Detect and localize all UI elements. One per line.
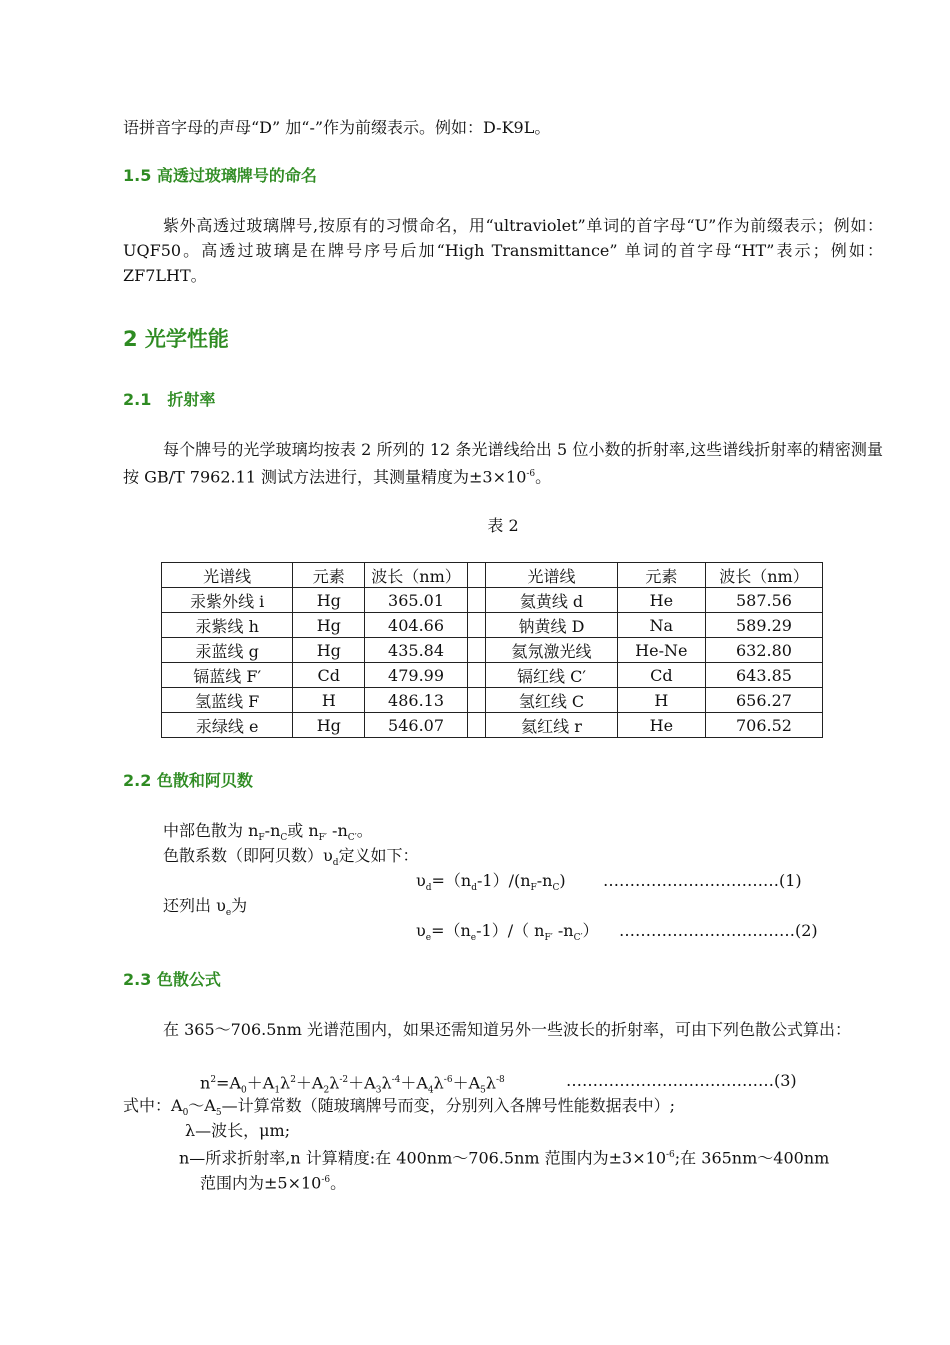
section-2-1-title: 2.1 折射率 — [123, 390, 216, 409]
table-cell: 氢蓝线 F — [162, 688, 293, 713]
section-2-2-title: 2.2 色散和阿贝数 — [123, 771, 253, 790]
table-cell: He — [617, 713, 705, 738]
table-row — [162, 663, 823, 688]
table-cell: Hg — [293, 588, 365, 613]
table-cell: 656.27 — [705, 688, 822, 713]
header-cell: 元素 — [293, 563, 365, 588]
abbe-definition-line: 色散系数（即阿贝数）$\upsilon_d$定义如下： — [163, 846, 419, 869]
table-gap-cell — [467, 563, 485, 588]
intro-line: 语拼音字母的声母“D” 加“-”作为前缀表示。例如：D-K9L。 — [123, 118, 551, 137]
table-cell: Na — [617, 613, 705, 638]
table-cell: 486.13 — [365, 688, 468, 713]
n-precision-line-2: 范围内为$\pm 5\times 10^{-6}$。 — [200, 1173, 347, 1193]
median-dispersion-line: 中部色散为 $n_F-n_C$或 $n_{F'}$ $-n_{C'}$。 — [163, 821, 373, 844]
where-line: 式中：$A_0\sim A_5—$计算常数（随玻璃牌号而变，分别列入各牌号性能数据表中）; — [123, 1096, 675, 1119]
table-cell: He — [617, 588, 705, 613]
table-cell: He-Ne — [617, 638, 705, 663]
header-cell: 元素 — [617, 563, 705, 588]
table-cell: Cd — [617, 663, 705, 688]
table-cell: 706.52 — [705, 713, 822, 738]
table-row — [162, 638, 823, 663]
table-gap-cell — [467, 688, 485, 713]
table-gap-cell — [467, 663, 485, 688]
spectral-lines-table — [161, 562, 823, 738]
table-row — [162, 613, 823, 638]
section-2-1-paragraph: 每个牌号的光学玻璃均按表 2 所列的 12 条光谱线给出 5 位小数的折射率,这些谱线折射率的精密测量按 GB/T 7962.11 测试方法进行，其测量精度为$\pm 3\times 10^{-6}$。 — [123, 440, 883, 487]
table-cell: 汞绿线 e — [162, 713, 293, 738]
section-2-3-paragraph: 在 365～706.5nm 光谱范围内，如果还需知道另外一些波长的折射率，可由下列色散公式算出： — [163, 1020, 851, 1039]
table-cell: 435.84 — [365, 638, 468, 663]
table-cell: 镉蓝线 F′ — [162, 663, 293, 688]
table-cell: 汞蓝线 g — [162, 638, 293, 663]
table-cell: 632.80 — [705, 638, 822, 663]
table-cell: Hg — [293, 713, 365, 738]
table-cell: 365.01 — [365, 588, 468, 613]
table-cell: 氦黄线 d — [486, 588, 617, 613]
table-cell: 氢红线 C — [486, 688, 617, 713]
formula-1: $\upsilon_d=(n_d-1)/(n_F-n_C)$ — [416, 871, 566, 894]
section-1-5-paragraph: 紫外高透过玻璃牌号,按原有的习惯命名，用“ultraviolet”单词的首字母“U”作为前缀表示；例如：UQF50。高透过玻璃是在牌号序号后加“High Transmittance” 单词的首字母“HT”表示；例如：ZF7LHT。 — [123, 216, 883, 285]
table-cell: Hg — [293, 638, 365, 663]
section-2-3-title: 2.3 色散公式 — [123, 970, 221, 989]
table-gap-cell — [467, 588, 485, 613]
section-1-5-title: 1.5 高透过玻璃牌号的命名 — [123, 166, 317, 185]
table-cell: H — [617, 688, 705, 713]
ve-intro-line: 还列出 $\upsilon_e$为 — [163, 896, 248, 919]
table-cell: 404.66 — [365, 613, 468, 638]
table-cell: Cd — [293, 663, 365, 688]
table-gap-cell — [467, 638, 485, 663]
formula-3: $n^2=A_0+A_1\lambda^2+A_2\lambda^{-2}+A_3\lambda^{-4}+A_4\lambda^{-6}+A_5\lambda^{-8}$ — [200, 1073, 505, 1096]
table-cell: 587.56 — [705, 588, 822, 613]
table-cell: 589.29 — [705, 613, 822, 638]
lambda-line: λ—波长，μm; — [185, 1121, 291, 1140]
table-gap-cell — [467, 613, 485, 638]
table-cell: 钠黄线 D — [486, 613, 617, 638]
formula-1-number: ……………………………(1) — [603, 871, 802, 890]
table-gap-cell — [467, 713, 485, 738]
formula-2-number: ……………………………(2) — [619, 921, 818, 940]
n-precision-line: n—所求折射率,n 计算精度:在 400nm～706.5nm 范围内为$\pm 3\times 10^{-6}$;在 365nm～400nm — [179, 1148, 830, 1168]
table-cell: 氦氖激光线 — [486, 638, 617, 663]
table-2-caption: 表 2 — [487, 516, 519, 535]
table-cell: 479.99 — [365, 663, 468, 688]
table-header-row — [162, 563, 823, 588]
formula-3-number: …………………………………(3) — [566, 1071, 797, 1090]
formula-2: $\upsilon_e=(n_e-1)/$（ $n_{F'}$ $-n_{C'}$） — [416, 921, 599, 944]
table-cell: 643.85 — [705, 663, 822, 688]
table-cell: 汞紫外线 i — [162, 588, 293, 613]
table-row — [162, 713, 823, 738]
table-cell: 氦红线 r — [486, 713, 617, 738]
table-row — [162, 688, 823, 713]
table-cell: 546.07 — [365, 713, 468, 738]
section-2-title: 2 光学性能 — [123, 327, 229, 351]
header-cell: 光谱线 — [162, 563, 293, 588]
header-cell: 波长（nm） — [365, 563, 468, 588]
header-cell: 波长（nm） — [705, 563, 822, 588]
table-cell: 镉红线 C′ — [486, 663, 617, 688]
header-cell: 光谱线 — [486, 563, 617, 588]
table-cell: Hg — [293, 613, 365, 638]
table-row — [162, 588, 823, 613]
table-cell: H — [293, 688, 365, 713]
table-cell: 汞紫线 h — [162, 613, 293, 638]
